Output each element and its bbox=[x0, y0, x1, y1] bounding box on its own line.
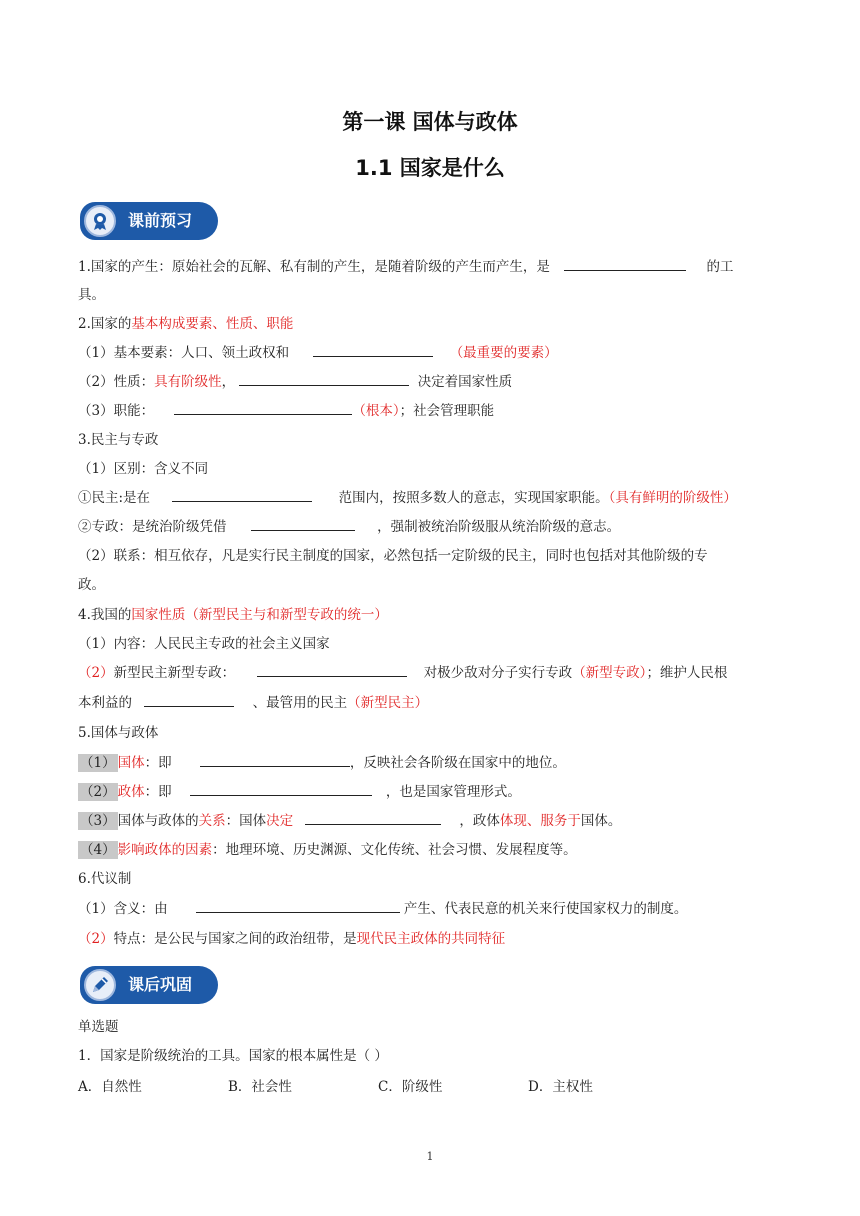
q6-item-2: （2）特点：是公民与国家之间的政治纽带，是现代民主政体的共同特征 bbox=[78, 931, 506, 947]
exercise-section-label: 单选题 bbox=[78, 1019, 119, 1035]
answer-blank[interactable] bbox=[196, 898, 400, 913]
q5-item-1: （1） 国体：即 ，反映社会各阶级在国家中的地位。 bbox=[78, 752, 786, 774]
q5-item-4: （4） 影响政体的因素：地理环境、历史渊源、文化传统、社会习惯、发展程度等。 bbox=[80, 842, 577, 858]
page-number: 1 bbox=[426, 1150, 434, 1163]
answer-blank[interactable] bbox=[174, 400, 352, 415]
answer-blank[interactable] bbox=[200, 752, 350, 767]
q3-item-4: （2）联系：相互依存，凡是实行民主制度的国家，必然包括一定阶级的民主，同时也包括对其他阶级的专 bbox=[78, 548, 708, 564]
answer-blank[interactable] bbox=[144, 692, 234, 707]
q1-line-2: 具。 bbox=[78, 287, 105, 303]
q2-heading: 2.国家的基本构成要素、性质、职能 bbox=[78, 316, 294, 332]
q2-item-1: （1）基本要素：人口、领土政权和 （最重要的要素） bbox=[78, 342, 786, 364]
q2-item-2: （2）性质：具有阶级性， 决定着国家性质 bbox=[78, 371, 786, 393]
answer-blank[interactable] bbox=[564, 256, 686, 271]
q4-item-2-cont: 本利益的 、最管用的民主（新型民主） bbox=[78, 692, 786, 714]
option-a[interactable]: A．自然性 bbox=[78, 1079, 142, 1095]
q4-item-2: （2）新型民主新型专政： 对极少敌对分子实行专政（新型专政）；维护人民根 bbox=[78, 662, 786, 684]
q5-item-2: （2） 政体：即 ，也是国家管理形式。 bbox=[78, 781, 786, 803]
exercise-options bbox=[78, 1076, 786, 1098]
pencil-icon bbox=[84, 969, 116, 1001]
q1-line: 1.国家的产生：原始社会的瓦解、私有制的产生，是随着阶级的产生而产生，是 的工 bbox=[78, 256, 786, 278]
answer-blank[interactable] bbox=[239, 371, 409, 386]
answer-blank[interactable] bbox=[257, 662, 407, 677]
q5-item-3: （3） 国体与政体的关系：国体决定 ，政体体现、服务于国体。 bbox=[78, 810, 786, 832]
option-c[interactable]: C．阶级性 bbox=[378, 1079, 443, 1095]
q6-heading: 6.代议制 bbox=[78, 871, 132, 887]
q4-item-1: （1）内容：人民民主专政的社会主义国家 bbox=[78, 636, 330, 652]
q6-item-1: （1）含义：由 产生、代表民意的机关来行使国家权力的制度。 bbox=[78, 898, 786, 920]
q3-heading: 3.民主与专政 bbox=[78, 432, 159, 448]
option-b[interactable]: B．社会性 bbox=[228, 1079, 292, 1095]
lesson-title: 第一课 国体与政体 bbox=[342, 110, 518, 134]
review-banner-label: 课后巩固 bbox=[128, 975, 193, 994]
answer-blank[interactable] bbox=[313, 342, 433, 357]
q3-item-3: ②专政：是统治阶级凭借 ，强制被统治阶级服从统治阶级的意志。 bbox=[78, 516, 786, 538]
preview-banner-label: 课前预习 bbox=[128, 211, 193, 230]
q3-item-2: ①民主:是在 范围内，按照多数人的意志，实现国家职能。（具有鲜明的阶级性） bbox=[78, 487, 786, 509]
section-title: 1.1 国家是什么 bbox=[355, 156, 505, 180]
preview-banner bbox=[80, 202, 218, 240]
exercise-question: 1．国家是阶级统治的工具。国家的根本属性是（ ） bbox=[78, 1048, 388, 1064]
answer-blank[interactable] bbox=[305, 810, 441, 825]
q2-item-3: （3）职能： （根本）；社会管理职能 bbox=[78, 400, 786, 422]
option-d[interactable]: D．主权性 bbox=[528, 1079, 593, 1095]
answer-blank[interactable] bbox=[190, 781, 372, 796]
review-banner bbox=[80, 966, 218, 1004]
answer-blank[interactable] bbox=[172, 487, 312, 502]
answer-blank[interactable] bbox=[251, 516, 355, 531]
q3-item-4-cont: 政。 bbox=[78, 577, 105, 593]
q3-item-1: （1）区别：含义不同 bbox=[78, 461, 209, 477]
q5-heading: 5.国体与政体 bbox=[78, 725, 159, 741]
q4-heading: 4.我国的国家性质（新型民主与和新型专政的统一） bbox=[78, 607, 388, 623]
award-ribbon-icon bbox=[84, 205, 116, 237]
